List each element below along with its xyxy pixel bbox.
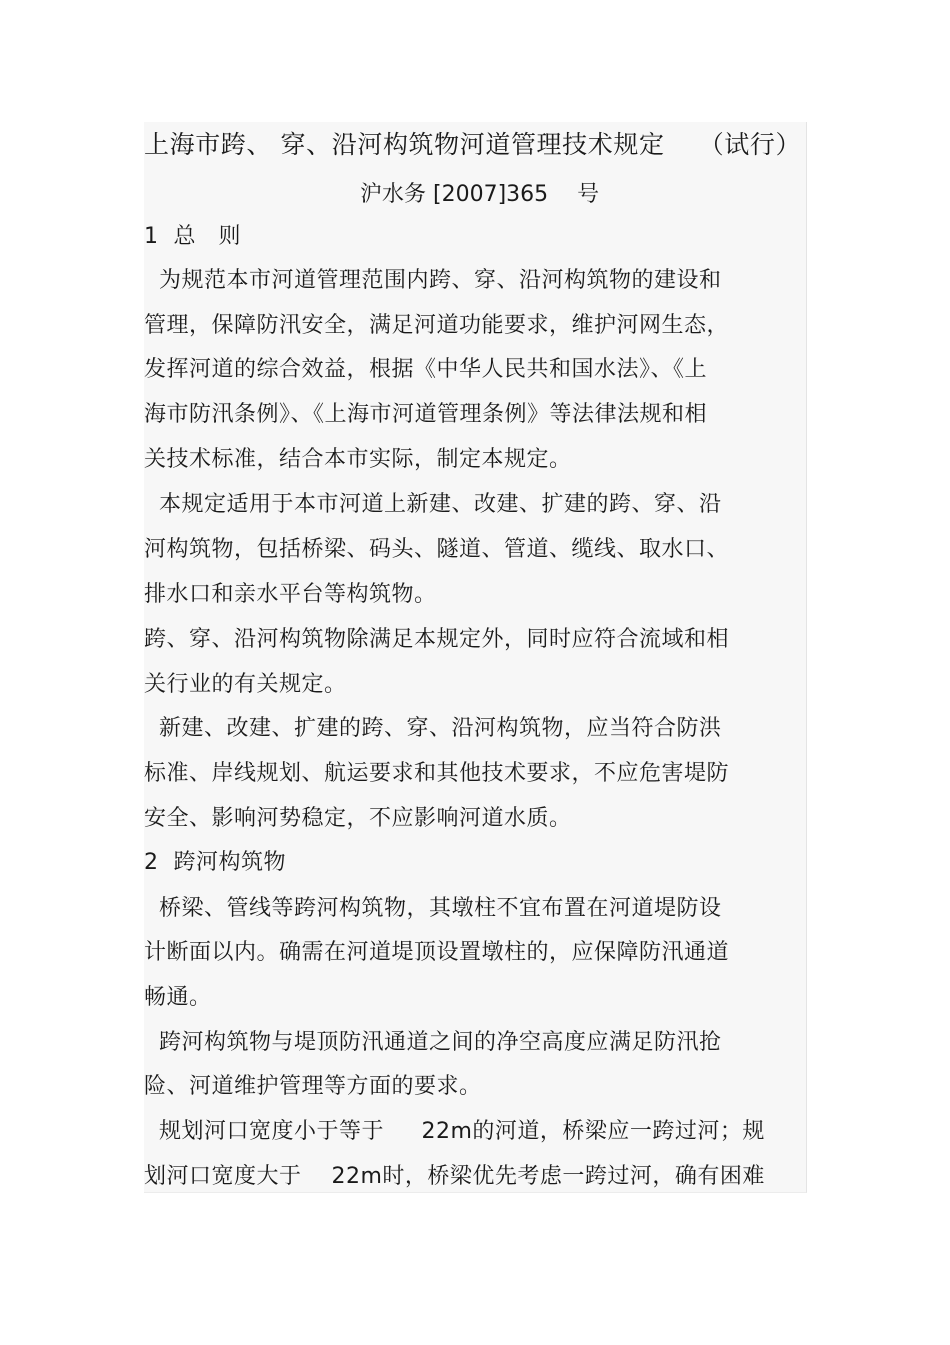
section-heading-2: 2 跨河构筑物 — [144, 850, 286, 875]
paragraph-line: 新建、改建、扩建的跨、穿、沿河构筑物，应当符合防洪 — [144, 716, 722, 741]
paragraph-line: 畅通。 — [144, 985, 212, 1010]
paragraph-line: 桥梁、管线等跨河构筑物，其墩柱不宜布置在河道堤防设 — [144, 896, 722, 921]
paragraph-line: 关行业的有关规定。 — [144, 672, 347, 697]
paragraph-line: 划河口宽度大于 22m时，桥梁优先考虑一跨过河，确有困难 — [144, 1164, 765, 1189]
paragraph-line: 本规定适用于本市河道上新建、改建、扩建的跨、穿、沿 — [144, 492, 722, 517]
paragraph-line: 跨、穿、沿河构筑物除满足本规定外，同时应符合流域和相 — [144, 627, 730, 652]
paragraph-line: 管理，保障防汛安全，满足河道功能要求，维护河网生态， — [144, 313, 730, 338]
section-heading-1: 1 总 则 — [144, 224, 241, 249]
paragraph-line: 为规范本市河道管理范围内跨、穿、沿河构筑物的建设和 — [144, 268, 722, 293]
paragraph-line: 跨河构筑物与堤顶防汛通道之间的净空高度应满足防汛抢 — [144, 1030, 722, 1055]
paragraph-line: 海市防汛条例》、《上海市河道管理条例》等法律法规和相 — [144, 402, 708, 427]
paragraph-line: 险、河道维护管理等方面的要求。 — [144, 1074, 482, 1099]
paragraph-line: 排水口和亲水平台等构筑物。 — [144, 582, 437, 607]
paragraph-line: 规划河口宽度小于等于 22m的河道，桥梁应一跨过河；规 — [144, 1119, 765, 1144]
paragraph-line: 关技术标准，结合本市实际，制定本规定。 — [144, 447, 572, 472]
document-number: 沪水务 [2007]365 号 — [360, 182, 600, 207]
paragraph-line: 标准、岸线规划、航运要求和其他技术要求，不应危害堤防 — [144, 761, 730, 786]
paragraph-line: 发挥河道的综合效益，根据《中华人民共和国水法》、《上 — [144, 357, 708, 382]
paragraph-line: 安全、影响河势稳定，不应影响河道水质。 — [144, 806, 572, 831]
paragraph-line: 计断面以内。确需在河道堤顶设置墩柱的，应保障防汛通道 — [144, 940, 730, 965]
document-title: 上海市跨、 穿、沿河构筑物河道管理技术规定 （试行） — [144, 130, 802, 159]
paragraph-line: 河构筑物，包括桥梁、码头、隧道、管道、缆线、取水口、 — [144, 537, 730, 562]
